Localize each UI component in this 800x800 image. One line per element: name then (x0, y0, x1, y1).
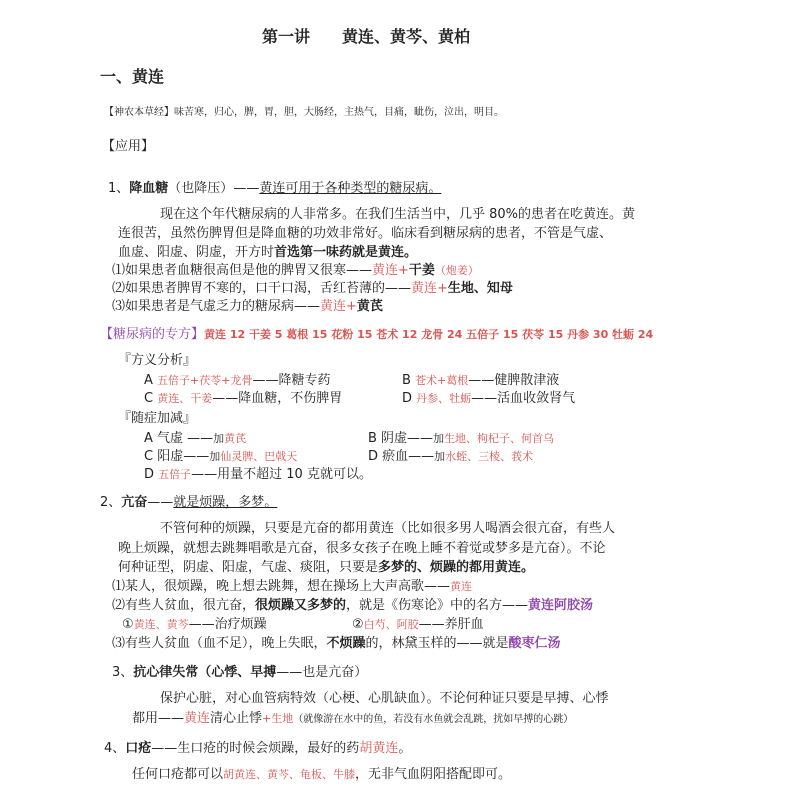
modify-row: C 阳虚——加仙灵脾、巴戟天 (144, 449, 298, 464)
item-2-para-line: 不管何种的烦躁，只要是亢奋的都用黄连（比如很多男人喝酒会很亢奋，有些人 (160, 521, 616, 536)
page-title: 第一讲 黄连、黄芩、黄柏 (262, 27, 471, 46)
item-1-para-line: 连很苦，虽然伤脾胃但是降血糖的功效非常好。临床看到糖尿病的患者，不管是气虚、 (118, 226, 613, 241)
modify-row: B 阴虚——加生地、枸杞子、何首乌 (368, 431, 555, 446)
item-2-heading: 2、亢奋——就是烦躁，多梦。 (100, 495, 278, 510)
item-2-para-line: 晚上烦躁，就想去跳舞唱歌是亢奋，很多女孩子在晚上睡不着觉或梦多是亢奋）。不论 (118, 541, 606, 556)
item-2-case: ⑶有些人贫血（血不足），晚上失眠，不烦躁的，林黛玉样的——就是酸枣仁汤 (112, 636, 561, 651)
modify-row: A 气虚 ——加黄芪 (144, 431, 247, 446)
item-2-subcase: ①黄连、黄芩——治疗烦躁 (122, 617, 267, 632)
item-3-para-line: 保护心脏，对心血管病特效（心梗、心肌缺血）。不论何种证只要是早搏、心悸 (160, 691, 609, 706)
item-1-case: ⑵如果患者脾胃不寒的，口干口渴，舌红苔薄的——黄连+生地、知母 (112, 281, 513, 296)
formula-analysis-label: 『方义分析』 (118, 353, 197, 368)
modify-row: D 瘀血——加水蛭、三棱、莪术 (368, 449, 534, 464)
diabetes-formula: 【糖尿病的专方】黄连 12 干姜 5 葛根 15 花粉 15 苍术 12 龙骨 24 五倍子 15 茯苓 15 丹参 30 牡蛎 24 (100, 327, 654, 342)
item-4-heading: 4、口疮——生口疮的时候会烦躁，最好的药胡黄连。 (104, 741, 412, 756)
item-2-case: ⑵有些人贫血，很亢奋，很烦躁又多梦的，就是《伤寒论》中的名方——黄连阿胶汤 (112, 598, 594, 613)
item-2-subcase: ②白芍、阿胶——养肝血 (352, 617, 484, 632)
analysis-row: D 丹参、牡蛎——活血收敛肾气 (402, 391, 576, 406)
application-label: 【应用】 (102, 139, 155, 154)
section-heading: 一、黄连 (100, 67, 165, 86)
item-4-para-line: 任何口疮都可以胡黄连、黄芩、龟板、牛膝，无非气血阴阳搭配即可。 (132, 767, 512, 782)
item-3-heading: 3、抗心律失常（心悸、早搏——也是亢奋） (112, 665, 368, 680)
modify-row: D 五倍子——用量不超过 10 克就可以。 (144, 467, 372, 482)
analysis-row: C 黄连、干姜——降血糖，不伤脾胃 (144, 391, 343, 406)
item-2-case: ⑴某人，很烦躁，晚上想去跳舞，想在操场上大声高歌——黄连 (112, 579, 473, 594)
analysis-row: A 五倍子+茯苓+龙骨——降糖专药 (144, 373, 331, 388)
item-1-para-line: 血虚、阳虚、阴虚，开方时首选第一味药就是黄连。 (118, 245, 418, 260)
item-1-case: ⑶如果患者是气虚乏力的糖尿病——黄连+黄芪 (112, 299, 383, 314)
modification-label: 『随症加减』 (118, 411, 197, 426)
item-1-para-line: 现在这个年代糖尿病的人非常多。在我们生活当中，几乎 80%的患者在吃黄连。黄 (160, 207, 636, 222)
item-3-para-line: 都用——黄连清心止悸+生地（就像游在水中的鱼，若没有水鱼就会乱跳，扰如早搏的心跳） (132, 711, 574, 726)
item-1-case: ⑴如果患者血糖很高但是他的脾胃又很寒——黄连+干姜（炮姜） (112, 263, 479, 278)
analysis-row: B 苍术+葛根——健脾散津液 (402, 373, 560, 388)
item-1-heading: 1、降血糖（也降压）——黄连可用于各种类型的糖尿病。 (108, 181, 442, 196)
shennong-quote: 【神农本草经】味苦寒，归心，脾，胃，胆，大肠经，主热气，目痛，眦伤，泣出，明目。 (104, 107, 504, 118)
item-2-para-line: 何种证型，阴虚、阳虚，气虚、痰阻，只要是多梦的、烦躁的都用黄连。 (118, 560, 535, 575)
